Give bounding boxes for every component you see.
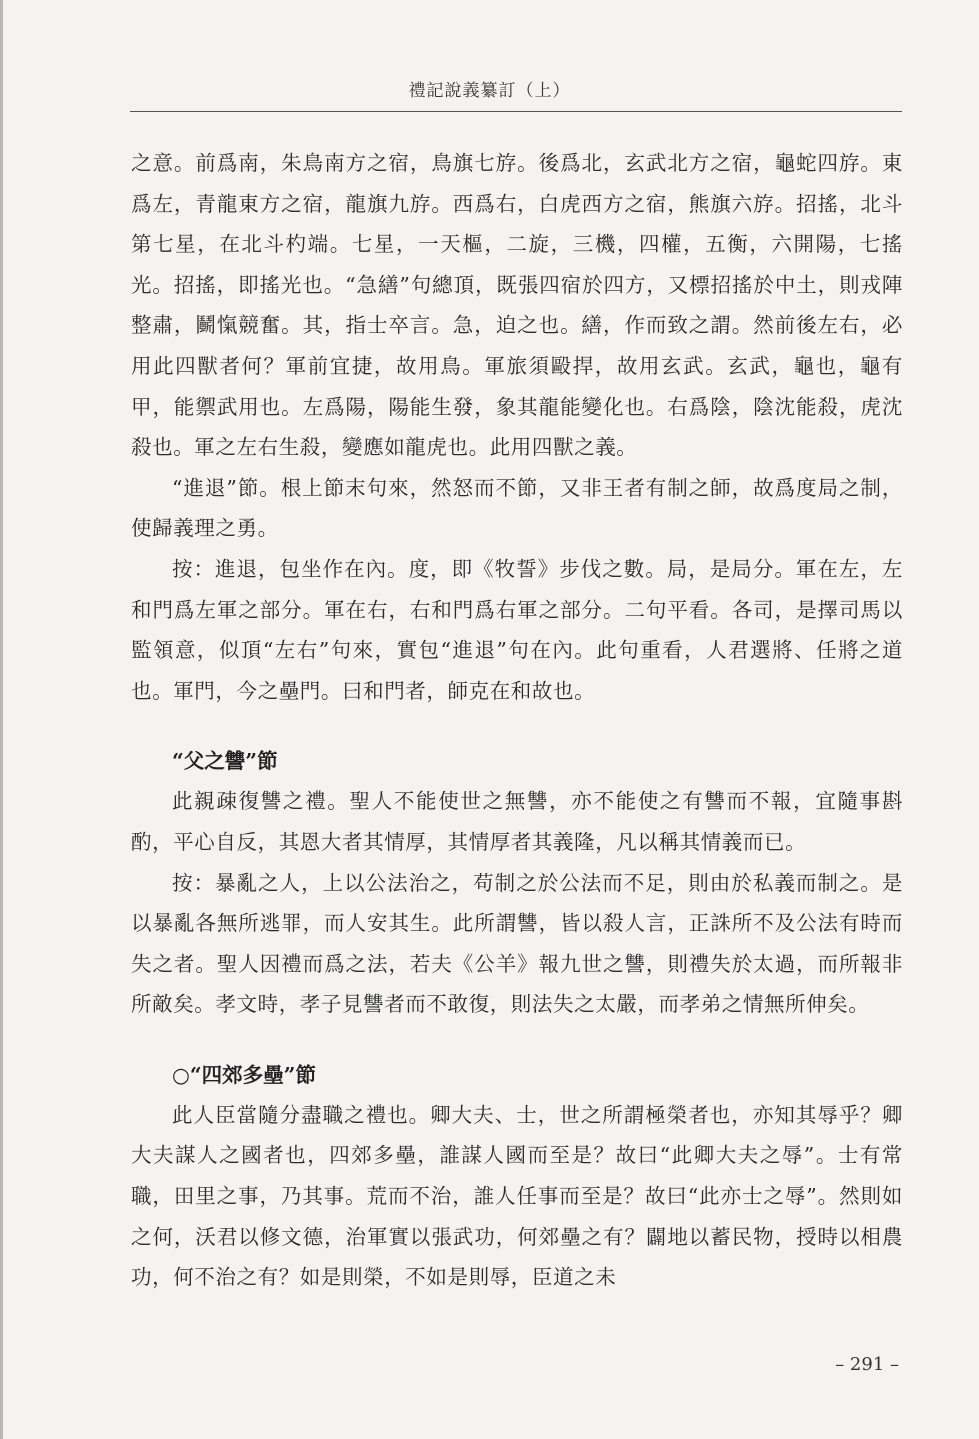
paragraph: 此親疎復讐之禮。聖人不能使世之無讐，亦不能使之有讐而不報，宜隨事斟酌，平心自反，其恩大者其情厚，其情厚者其義隆，凡以稱其情義而已。 <box>131 789 903 854</box>
header-rule <box>130 111 902 112</box>
page-body <box>131 143 903 1298</box>
section-gap <box>131 711 903 741</box>
page-edge-shadow <box>0 0 3 1439</box>
paragraph: 按：暴亂之人，上以公法治之，苟制之於公法而不足，則由於私義而制之。是以暴亂各無所逃罪，而人安其生。此所謂讐，皆以殺人言，正誅所不及公法有時而失之者。聖人因禮而爲之法，若夫《公羊》報九世之讐，則禮失於太過，而所報非所敵矣。孝文時，孝子見讐者而不敢復，則法失之太嚴，而孝弟之情無所伸矣。 <box>131 870 903 1017</box>
running-header: 禮記說義纂訂（上） <box>408 81 571 101</box>
paragraph: “進退”節。根上節末句來，然怒而不節，又非王者有制之師，故爲度局之制，使歸義理之勇。 <box>131 475 903 541</box>
section-gap <box>131 1025 903 1055</box>
section-heading-four-suburbs: ○“四郊多壘”節 <box>172 1062 316 1087</box>
page-number: – 291 – <box>835 1354 899 1375</box>
paragraph: 之意。前爲南，朱鳥南方之宿，鳥旗七斿。後爲北，玄武北方之宿，龜蛇四斿。東爲左，青龍東方之宿，龍旗九斿。西爲右，白虎西方之宿，熊旗六斿。招搖，北斗第七星，在北斗杓端。七星，一天樞，二旋，三機，四權，五衡，六開陽，七搖光。招搖，即搖光也。“急繕”句總頂，既張四宿於四方，又標招搖於中土，則戎陣整肅，鬭愾競奮。其，指士卒言。急，迫之也。繕，作而致之謂。然前後左右，必用此四獸者何？軍前宜捷，故用鳥。軍旅須毆捍，故用玄武。玄武，龜也，龜有甲，能禦武用也。左爲陽，陽能生發，象其龍能變化也。右爲陰，陰沈能殺，虎沈殺也。軍之左右生殺，變應如龍虎也。此用四獸之義。 <box>131 151 903 460</box>
section-heading-father-vengeance: “父之讐”節 <box>172 749 278 774</box>
paragraph: 按：進退，包坐作在內。度，即《牧誓》步伐之數。局，是局分。軍在左，左和門爲左軍之部分。軍在右，右和門爲右軍之部分。二句平看。各司，是擇司馬以監領意，似頂“左右”句來，實包“進退”句在內。此句重看，人君選將、任將之道也。軍門，今之壘門。曰和門者，師克在和故也。 <box>131 556 903 703</box>
paragraph: 此人臣當隨分盡職之禮也。卿大夫、士，世之所謂極榮者也，亦知其辱乎？卿大夫謀人之國者也，四郊多壘，誰謀人國而至是？故曰“此卿大夫之辱”。士有常職，田里之事，乃其事。荒而不治，誰人任事而至是？故曰“此亦士之辱”。然則如之何，沃君以修文德，治軍實以張武功，何郊壘之有？闢地以蓄民物，授時以相農功，何不治之有？如是則榮，不如是則辱，臣道之未 <box>131 1102 903 1290</box>
